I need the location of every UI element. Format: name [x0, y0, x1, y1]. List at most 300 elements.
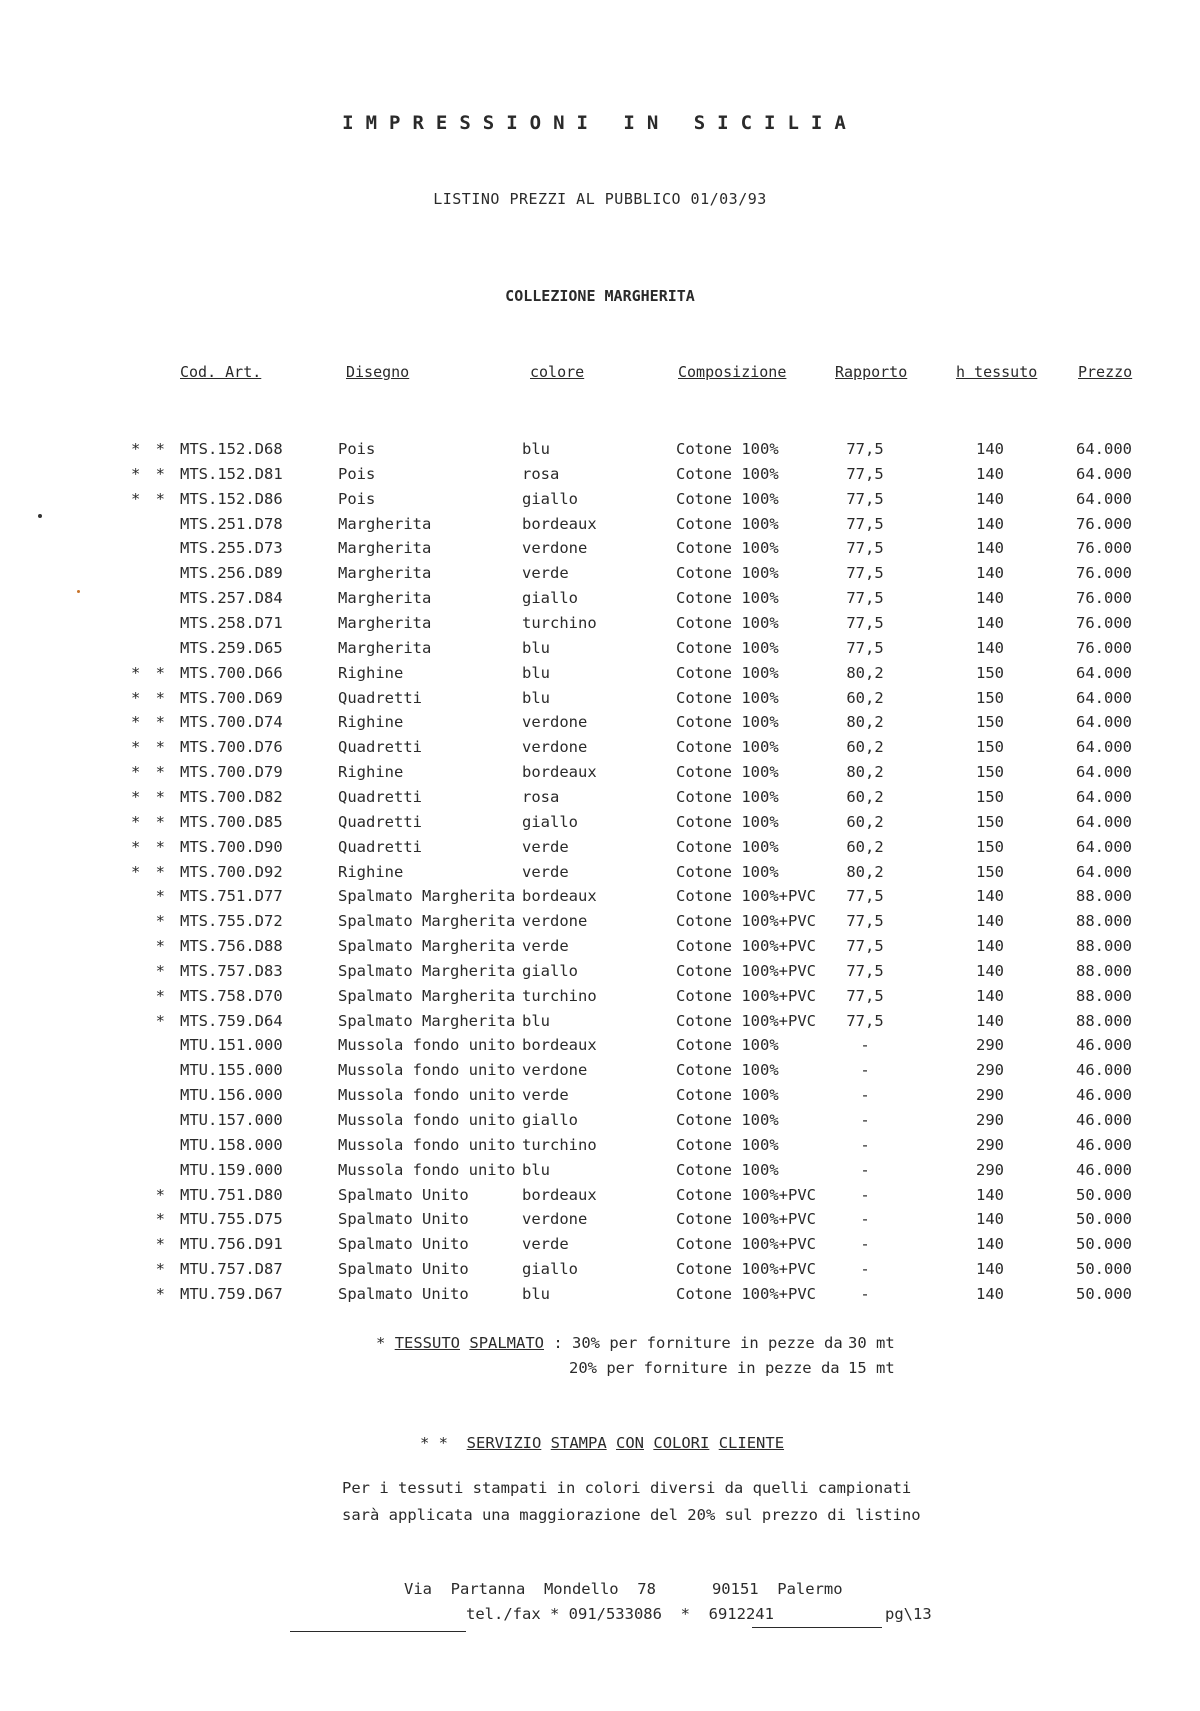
fabric-height: 140 [976, 1185, 1004, 1204]
spalmato-note [376, 1334, 843, 1352]
fabric-height: 140 [976, 912, 1004, 931]
repeat-value: - [860, 1135, 870, 1154]
row-mark: * [155, 1185, 168, 1204]
fabric-height: 140 [976, 514, 1004, 533]
composition: Cotone 100%+PVC [676, 887, 816, 906]
repeat-value: 60,2 [846, 787, 884, 806]
table-row [0, 589, 1200, 613]
composition: Cotone 100% [676, 589, 779, 608]
table-row [0, 763, 1200, 787]
repeat-value: 77,5 [846, 986, 884, 1005]
fabric-height: 150 [976, 862, 1004, 881]
fabric-height: 140 [976, 564, 1004, 583]
article-code: MTS.700.D85 [180, 812, 283, 831]
article-code: MTS.255.D73 [180, 539, 283, 558]
row-mark: * * [131, 688, 168, 707]
fabric-height: 140 [976, 464, 1004, 483]
color-name: verdone [522, 738, 588, 757]
table-row [0, 1036, 1200, 1060]
article-code: MTS.700.D69 [180, 688, 283, 707]
table-row [0, 713, 1200, 737]
row-mark: * * [131, 738, 168, 757]
price: 88.000 [1076, 986, 1132, 1005]
color-name: verde [522, 837, 569, 856]
design-name: Spalmato Unito [338, 1260, 469, 1279]
table-row [0, 887, 1200, 911]
color-name: bordeaux [522, 514, 597, 533]
design-name: Quadretti [338, 837, 422, 856]
article-code: MTS.756.D88 [180, 937, 283, 955]
color-name: blu [522, 663, 550, 682]
article-code: MTU.157.000 [180, 1111, 283, 1129]
composition: Cotone 100% [676, 1135, 779, 1154]
repeat-value: - [860, 1210, 870, 1229]
design-name: Spalmato Margherita [338, 1011, 516, 1030]
design-name: Quadretti [338, 688, 422, 707]
fabric-height: 290 [976, 1036, 1004, 1055]
design-name: Margherita [338, 539, 432, 558]
color-name: turchino [522, 986, 597, 1005]
composition: Cotone 100% [676, 638, 779, 657]
article-code: MTS.251.D78 [180, 514, 283, 533]
repeat-value: 77,5 [846, 961, 884, 980]
color-name: giallo [522, 1111, 578, 1129]
repeat-value: 77,5 [846, 937, 884, 955]
article-code: MTS.257.D84 [180, 589, 283, 608]
composition: Cotone 100% [676, 1036, 779, 1055]
design-name: Margherita [338, 589, 432, 608]
composition: Cotone 100% [676, 514, 779, 533]
header-design: Disegno [346, 363, 410, 381]
color-name: giallo [522, 961, 578, 980]
row-mark: * [155, 1210, 168, 1229]
design-name: Mussola fondo unito [338, 1061, 516, 1080]
price: 76.000 [1076, 638, 1132, 657]
row-mark: * * [131, 787, 168, 806]
composition: Cotone 100% [676, 713, 779, 732]
table-row [0, 664, 1200, 688]
service-word-5: CLIENTE [718, 1434, 785, 1452]
design-name: Spalmato Unito [338, 1185, 469, 1204]
composition: Cotone 100% [676, 787, 779, 806]
fabric-height: 140 [976, 1011, 1004, 1030]
table-row [0, 1111, 1200, 1135]
repeat-value: 77,5 [846, 638, 884, 657]
fabric-height: 140 [976, 1284, 1004, 1303]
color-name: bordeaux [522, 1185, 597, 1204]
repeat-value: 80,2 [846, 862, 884, 881]
repeat-value: 77,5 [846, 912, 884, 931]
design-name: Margherita [338, 638, 432, 657]
price: 76.000 [1076, 539, 1132, 558]
price: 64.000 [1076, 787, 1132, 806]
scan-speck [38, 514, 42, 518]
article-code: MTU.757.D87 [180, 1260, 283, 1279]
article-code: MTS.751.D77 [180, 887, 283, 906]
service-word-3: CON [616, 1434, 645, 1452]
color-name: bordeaux [522, 763, 597, 781]
repeat-value: 77,5 [846, 1011, 884, 1030]
repeat-value: 60,2 [846, 738, 884, 757]
article-code: MTS.259.D65 [180, 638, 283, 657]
composition: Cotone 100% [676, 663, 779, 682]
article-code: MTU.751.D80 [180, 1185, 283, 1204]
row-mark: * [155, 1235, 168, 1254]
color-name: verdone [522, 539, 588, 558]
price: 64.000 [1076, 440, 1132, 458]
repeat-value: 60,2 [846, 812, 884, 831]
header-code: Cod. Art. [180, 363, 262, 381]
price: 50.000 [1076, 1235, 1132, 1254]
design-name: Spalmato Margherita [338, 961, 516, 980]
price: 46.000 [1076, 1160, 1132, 1179]
row-mark: * [155, 1260, 168, 1279]
row-mark: * [155, 986, 168, 1005]
price: 64.000 [1076, 663, 1132, 682]
row-mark: * [155, 937, 168, 955]
repeat-value: 80,2 [846, 763, 884, 781]
table-row [0, 738, 1200, 762]
color-name: verdone [522, 713, 588, 732]
color-name: verdone [522, 1061, 588, 1080]
price: 64.000 [1076, 862, 1132, 881]
repeat-value: - [860, 1185, 870, 1204]
article-code: MTU.759.D67 [180, 1284, 283, 1303]
color-name: verde [522, 1086, 569, 1105]
composition: Cotone 100% [676, 862, 779, 881]
price: 64.000 [1076, 688, 1132, 707]
table-row [0, 863, 1200, 887]
price: 76.000 [1076, 564, 1132, 583]
service-text-1: Per i tessuti stampati in colori diversi da quelli campionati [342, 1479, 912, 1497]
color-name: rosa [522, 464, 560, 483]
footer-rule-right [752, 1627, 882, 1628]
price: 88.000 [1076, 1011, 1132, 1030]
fabric-height: 140 [976, 614, 1004, 632]
service-word-1: SERVIZIO [466, 1434, 542, 1452]
header-color: colore [530, 363, 585, 381]
composition: Cotone 100% [676, 1111, 779, 1129]
article-code: MTU.755.D75 [180, 1210, 283, 1229]
composition: Cotone 100% [676, 489, 779, 508]
repeat-value: - [860, 1086, 870, 1105]
design-name: Margherita [338, 514, 432, 533]
design-name: Righine [338, 663, 404, 682]
price: 50.000 [1076, 1284, 1132, 1303]
table-row [0, 1285, 1200, 1309]
article-code: MTU.155.000 [180, 1061, 283, 1080]
color-name: giallo [522, 812, 578, 831]
table-row [0, 1161, 1200, 1185]
repeat-value: 77,5 [846, 489, 884, 508]
design-name: Mussola fondo unito [338, 1086, 516, 1105]
composition: Cotone 100%+PVC [676, 1185, 816, 1204]
price: 64.000 [1076, 837, 1132, 856]
price: 88.000 [1076, 937, 1132, 955]
article-code: MTS.256.D89 [180, 564, 283, 583]
color-name: blu [522, 1284, 550, 1303]
composition: Cotone 100% [676, 614, 779, 632]
fabric-height: 140 [976, 539, 1004, 558]
color-name: verde [522, 937, 569, 955]
article-code: MTS.758.D70 [180, 986, 283, 1005]
price: 76.000 [1076, 514, 1132, 533]
composition: Cotone 100%+PVC [676, 1011, 816, 1030]
fabric-height: 140 [976, 589, 1004, 608]
row-mark: * * [131, 837, 168, 856]
row-mark: * [155, 912, 168, 931]
table-row [0, 440, 1200, 464]
price: 50.000 [1076, 1210, 1132, 1229]
design-name: Quadretti [338, 787, 422, 806]
composition: Cotone 100% [676, 464, 779, 483]
composition: Cotone 100% [676, 1061, 779, 1080]
row-mark: * * [131, 812, 168, 831]
row-mark: * [155, 887, 168, 906]
price: 88.000 [1076, 961, 1132, 980]
design-name: Spalmato Margherita [338, 937, 516, 955]
footer-address: Via Partanna Mondello 78 90151 Palermo [404, 1580, 843, 1598]
repeat-value: 77,5 [846, 440, 884, 458]
row-mark: * * [131, 440, 168, 458]
fabric-height: 290 [976, 1135, 1004, 1154]
fabric-height: 140 [976, 937, 1004, 955]
article-code: MTS.700.D74 [180, 713, 283, 732]
repeat-value: - [860, 1160, 870, 1179]
color-name: bordeaux [522, 1036, 597, 1055]
collection-title: COLLEZIONE MARGHERITA [505, 287, 695, 305]
fabric-height: 150 [976, 738, 1004, 757]
design-name: Mussola fondo unito [338, 1036, 516, 1055]
design-name: Spalmato Unito [338, 1210, 469, 1229]
article-code: MTS.700.D66 [180, 663, 283, 682]
service-stars: * * [420, 1434, 448, 1452]
table-row [0, 813, 1200, 837]
row-mark: * [155, 1284, 168, 1303]
price: 46.000 [1076, 1111, 1132, 1129]
price: 88.000 [1076, 887, 1132, 906]
composition: Cotone 100%+PVC [676, 912, 816, 931]
design-name: Pois [338, 464, 376, 483]
design-name: Spalmato Unito [338, 1235, 469, 1254]
header-fabric-height: h tessuto [956, 363, 1038, 381]
repeat-value: - [860, 1284, 870, 1303]
header-price: Prezzo [1078, 363, 1133, 381]
article-code: MTS.152.D81 [180, 464, 283, 483]
design-name: Pois [338, 440, 376, 458]
repeat-value: 60,2 [846, 837, 884, 856]
fabric-height: 140 [976, 1235, 1004, 1254]
row-mark: * * [131, 464, 168, 483]
row-mark: * * [131, 489, 168, 508]
row-mark: * [155, 1011, 168, 1030]
fabric-height: 140 [976, 986, 1004, 1005]
fabric-height: 150 [976, 713, 1004, 732]
article-code: MTS.152.D68 [180, 440, 283, 458]
color-name: blu [522, 440, 550, 458]
color-name: blu [522, 638, 550, 657]
fabric-height: 150 [976, 787, 1004, 806]
design-name: Pois [338, 489, 376, 508]
spalmato-line-2: 20% per forniture in pezze da [569, 1359, 840, 1377]
price: 50.000 [1076, 1185, 1132, 1204]
repeat-value: 80,2 [846, 713, 884, 732]
table-row [0, 962, 1200, 986]
price: 46.000 [1076, 1086, 1132, 1105]
row-mark: * * [131, 713, 168, 732]
header-repeat: Rapporto [835, 363, 908, 381]
article-code: MTS.757.D83 [180, 961, 283, 980]
article-code: MTS.152.D86 [180, 489, 283, 508]
color-name: blu [522, 1011, 550, 1030]
fabric-height: 140 [976, 638, 1004, 657]
composition: Cotone 100% [676, 1086, 779, 1105]
document-title: IMPRESSIONI IN SICILIA [342, 112, 858, 134]
design-name: Spalmato Margherita [338, 986, 516, 1005]
composition: Cotone 100%+PVC [676, 1284, 816, 1303]
article-code: MTU.159.000 [180, 1160, 283, 1179]
composition: Cotone 100%+PVC [676, 1235, 816, 1254]
composition: Cotone 100% [676, 688, 779, 707]
design-name: Spalmato Margherita [338, 887, 516, 906]
repeat-value: - [860, 1260, 870, 1279]
composition: Cotone 100% [676, 1160, 779, 1179]
composition: Cotone 100% [676, 837, 779, 856]
price: 64.000 [1076, 713, 1132, 732]
spalmato-qty-2: 15 mt [848, 1359, 895, 1377]
price: 64.000 [1076, 738, 1132, 757]
table-row [0, 614, 1200, 638]
design-name: Mussola fondo unito [338, 1135, 516, 1154]
price: 64.000 [1076, 464, 1132, 483]
price: 88.000 [1076, 912, 1132, 931]
color-name: verdone [522, 912, 588, 931]
fabric-height: 150 [976, 763, 1004, 781]
composition: Cotone 100%+PVC [676, 961, 816, 980]
color-name: bordeaux [522, 887, 597, 906]
composition: Cotone 100% [676, 539, 779, 558]
table-row [0, 1136, 1200, 1160]
price: 64.000 [1076, 763, 1132, 781]
fabric-height: 140 [976, 1260, 1004, 1279]
color-name: blu [522, 688, 550, 707]
spalmato-word-2: SPALMATO [469, 1334, 545, 1352]
color-name: giallo [522, 1260, 578, 1279]
footer-phone: tel./fax * 091/533086 * 6912241 [466, 1605, 774, 1623]
table-row [0, 639, 1200, 663]
table-row [0, 539, 1200, 563]
design-name: Spalmato Margherita [338, 912, 516, 931]
fabric-height: 150 [976, 812, 1004, 831]
repeat-value: 77,5 [846, 589, 884, 608]
article-code: MTS.700.D92 [180, 862, 283, 881]
table-row [0, 689, 1200, 713]
composition: Cotone 100% [676, 564, 779, 583]
article-code: MTU.156.000 [180, 1086, 283, 1105]
table-row [0, 912, 1200, 936]
table-row [0, 1260, 1200, 1284]
service-word-2: STAMPA [550, 1434, 607, 1452]
composition: Cotone 100%+PVC [676, 1210, 816, 1229]
fabric-height: 290 [976, 1086, 1004, 1105]
repeat-value: 77,5 [846, 564, 884, 583]
service-heading [420, 1434, 784, 1452]
color-name: giallo [522, 489, 578, 508]
design-name: Margherita [338, 614, 432, 632]
repeat-value: 60,2 [846, 688, 884, 707]
fabric-height: 140 [976, 961, 1004, 980]
color-name: giallo [522, 589, 578, 608]
price: 76.000 [1076, 614, 1132, 632]
repeat-value: 77,5 [846, 614, 884, 632]
composition: Cotone 100% [676, 440, 779, 458]
price: 64.000 [1076, 812, 1132, 831]
design-name: Spalmato Unito [338, 1284, 469, 1303]
scan-speck [77, 590, 80, 593]
article-code: MTU.151.000 [180, 1036, 283, 1055]
color-name: verdone [522, 1210, 588, 1229]
fabric-height: 290 [976, 1160, 1004, 1179]
fabric-height: 150 [976, 688, 1004, 707]
design-name: Righine [338, 862, 404, 881]
composition: Cotone 100%+PVC [676, 937, 816, 955]
table-row [0, 515, 1200, 539]
design-name: Righine [338, 713, 404, 732]
spalmato-qty-1: 30 mt [848, 1334, 895, 1352]
table-row [0, 838, 1200, 862]
table-row [0, 788, 1200, 812]
article-code: MTS.700.D76 [180, 738, 283, 757]
design-name: Quadretti [338, 812, 422, 831]
repeat-value: - [860, 1235, 870, 1254]
composition: Cotone 100% [676, 763, 779, 781]
design-name: Quadretti [338, 738, 422, 757]
fabric-height: 140 [976, 887, 1004, 906]
design-name: Mussola fondo unito [338, 1111, 516, 1129]
color-name: verde [522, 862, 569, 881]
row-mark: * * [131, 763, 168, 781]
repeat-value: 77,5 [846, 514, 884, 533]
article-code: MTS.700.D82 [180, 787, 283, 806]
repeat-value: 77,5 [846, 464, 884, 483]
color-name: rosa [522, 787, 560, 806]
service-text-2: sarà applicata una maggiorazione del 20% sul prezzo di listino [342, 1506, 921, 1524]
article-code: MTU.158.000 [180, 1135, 283, 1154]
footer-rule-left [290, 1631, 466, 1632]
composition: Cotone 100% [676, 812, 779, 831]
row-mark: * * [131, 663, 168, 682]
table-row [0, 1210, 1200, 1234]
fabric-height: 290 [976, 1111, 1004, 1129]
composition: Cotone 100%+PVC [676, 986, 816, 1005]
composition: Cotone 100% [676, 738, 779, 757]
table-row [0, 1061, 1200, 1085]
design-name: Margherita [338, 564, 432, 583]
service-word-4: COLORI [653, 1434, 710, 1452]
color-name: turchino [522, 1135, 597, 1154]
row-mark: * * [131, 862, 168, 881]
spalmato-star: * [376, 1334, 386, 1352]
repeat-value: - [860, 1036, 870, 1055]
article-code: MTS.759.D64 [180, 1011, 283, 1030]
price: 50.000 [1076, 1260, 1132, 1279]
design-name: Mussola fondo unito [338, 1160, 516, 1179]
fabric-height: 150 [976, 837, 1004, 856]
fabric-height: 150 [976, 663, 1004, 682]
repeat-value: - [860, 1111, 870, 1129]
table-row [0, 465, 1200, 489]
table-row [0, 564, 1200, 588]
